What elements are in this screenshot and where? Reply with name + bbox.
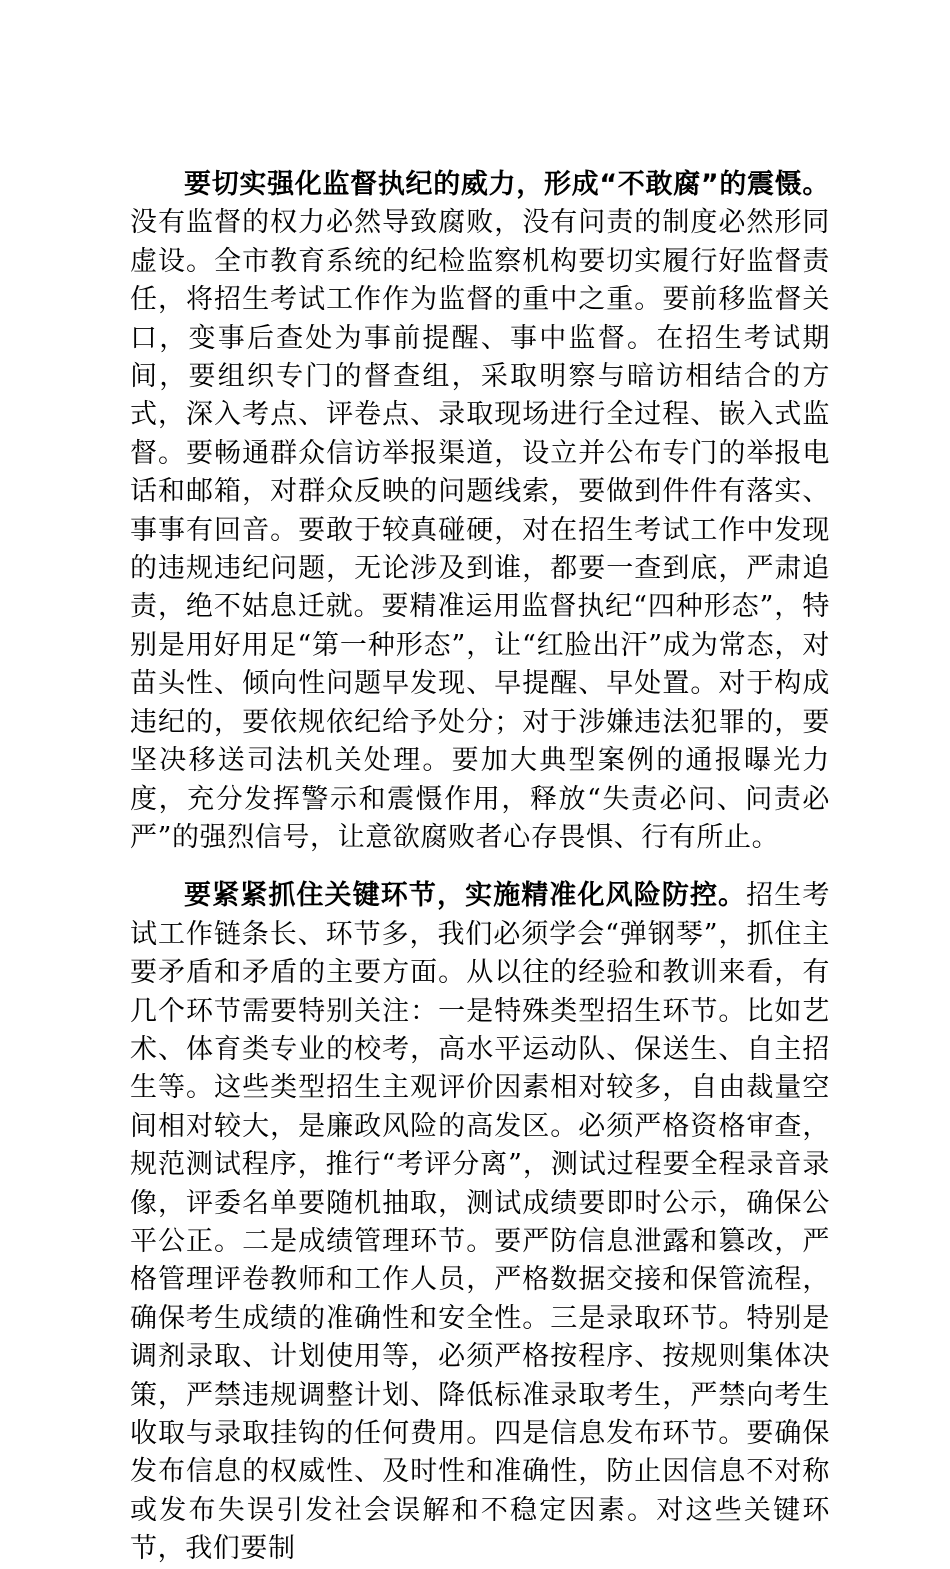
- document-page: [130, 166, 830, 1569]
- paragraph-lead-heading: 要切实强化监督执纪的威力，形成“不敢腐”的震慑。: [184, 169, 830, 200]
- paragraph-lead-heading: 要紧紧抓住关键环节，实施精准化风险防控。: [184, 880, 747, 912]
- paragraph-body-text: 招生考试工作链条长、环节多，我们必须学会“弹钢琴”，抓住主要矛盾和矛盾的主要方面。从以往的经验和教训来看，有几个环节需要特别关注：一是特殊类型招生环节。比如艺术、体育类专业的校考，高水平运动队、保送生、自主招生等。这些类型招生主观评价因素相对较多，自由裁量空间相对较大，是廉政风险的高发区。必须严格资格审查，规范测试程序，推行“考评分离”，测试过程要全程录音录像，评委名单要随机抽取，测试成绩要即时公示，确保公平公正。二是成绩管理环节。要严防信息泄露和篡改，严格管理评卷教师和工作人员，严格数据交接和保管流程，确保考生成绩的准确性和安全性。三是录取环节。特别是调剂录取、计划使用等，必须严格按程序、按规则集体决策，严禁违规调整计划、降低标准录取考生，严禁向考生收取与录取挂钩的任何费用。四是信息发布环节。要确保发布信息的权威性、及时性和准确性，防止因信息不对称或发布失误引发社会误解和不稳定因素。对这些关键环节，我们要制: [130, 880, 830, 1565]
- paragraph-supervision: [130, 166, 830, 857]
- paragraph-key-links: [130, 877, 830, 1568]
- paragraph-body-text: 没有监督的权力必然导致腐败，没有问责的制度必然形同虚设。全市教育系统的纪检监察机构要切实履行好监督责任，将招生考试工作作为监督的重中之重。要前移监督关口，变事后查处为事前提醒、事中监督。在招生考试期间，要组织专门的督查组，采取明察与暗访相结合的方式，深入考点、评卷点、录取现场进行全过程、嵌入式监督。要畅通群众信访举报渠道，设立并公布专门的举报电话和邮箱，对群众反映的问题线索，要做到件件有落实、事事有回音。要敢于较真碰硬，对在招生考试工作中发现的违规违纪问题，无论涉及到谁，都要一查到底，严肃追责，绝不姑息迁就。要精准运用监督执纪“四种形态”，特别是用好用足“第一种形态”，让“红脸出汗”成为常态，对苗头性、倾向性问题早发现、早提醒、早处置。对于构成违纪的，要依规依纪给予处分；对于涉嫌违法犯罪的，要坚决移送司法机关处理。要加大典型案例的通报曝光力度，充分发挥警示和震慑作用，释放“失责必问、问责必严”的强烈信号，让意欲腐败者心存畏惧、行有所止。: [130, 207, 830, 853]
